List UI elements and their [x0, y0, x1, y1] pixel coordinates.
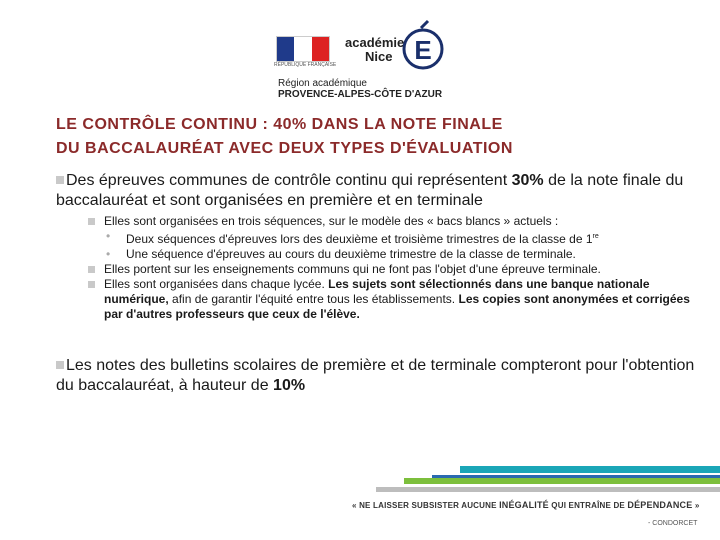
- sub-dash-1-sup: re: [592, 233, 599, 240]
- e-circle-logo-icon: [402, 18, 444, 72]
- bullet-square-icon: [88, 281, 95, 288]
- academy-logo: [272, 8, 462, 104]
- academie-word: académie: [345, 35, 405, 50]
- french-flag-icon: [276, 36, 330, 62]
- condorcet-quote: [352, 500, 714, 510]
- sub-item-3c: afin de garantir l'équité entre tous les établissements.: [168, 292, 459, 306]
- sub-item-1: Elles sont organisées en trois séquences, sur le modèle des « bacs blancs » actuels :: [104, 214, 559, 228]
- point-continuous-assessment: [56, 171, 706, 211]
- bullet-dot-icon: •: [106, 229, 111, 243]
- point1-bold: 30%: [511, 172, 544, 189]
- list-item: [88, 262, 708, 277]
- sub-item-3b: Les sujets sont sélectionnés dans une banque nationale numérique,: [104, 277, 650, 306]
- slide-title: [56, 113, 706, 161]
- bullet-dot-icon: •: [106, 247, 111, 261]
- quote-b: INÉGALITÉ: [499, 500, 549, 510]
- bar-teal: [460, 466, 720, 473]
- point-report-cards: [56, 356, 706, 396]
- sub-item-3a: Elles sont organisées dans chaque lycée.: [104, 277, 329, 291]
- bullet-square-icon: [88, 218, 95, 225]
- point1-pre: Des épreuves communes de contrôle continu qui représentent: [66, 172, 512, 189]
- point2-bold: 10%: [273, 377, 306, 394]
- sub-item-3d: Les copies sont anonymées et corrigées par d'autres professeurs que ceux de l'élève.: [104, 292, 690, 321]
- bar-gray: [376, 487, 720, 492]
- region-line-2: PROVENCE-ALPES-CÔTE D'AZUR: [278, 89, 443, 100]
- point2-pre: Les notes des bulletins scolaires de première et de terminale compteront pour l'obtention du baccalauréat, à hauteur de: [56, 357, 695, 394]
- bar-green: [404, 478, 720, 484]
- list-item: [88, 247, 708, 262]
- quote-author: - CONDORCET: [648, 520, 698, 527]
- sub-list: [88, 214, 708, 322]
- title-line-1: LE CONTRÔLE CONTINU : 40% DANS LA NOTE FINALE: [56, 116, 503, 133]
- sub-dash-1: Deux séquences d'épreuves lors des deuxième et troisième trimestres de la classe de 1: [126, 232, 593, 246]
- quote-d: DÉPENDANCE: [627, 500, 693, 510]
- title-line-2: DU BACCALAURÉAT AVEC DEUX TYPES D'ÉVALUATION: [56, 140, 513, 157]
- academie-city: Nice: [365, 49, 393, 64]
- quote-a: « NE LAISSER SUBSISTER AUCUNE: [352, 501, 500, 510]
- republique-label: RÉPUBLIQUE FRANÇAISE: [274, 62, 337, 68]
- sub-dash-2: Une séquence d'épreuves au cours du deuxième trimestre de la classe de terminale.: [126, 247, 576, 261]
- list-item: [88, 229, 708, 247]
- list-item: [88, 214, 708, 229]
- quote-e: »: [692, 501, 700, 510]
- sub-item-2: Elles portent sur les enseignements communs qui ne font pas l'objet d'une épreuve terminale.: [104, 262, 601, 276]
- bullet-square-icon: [56, 361, 64, 369]
- list-item: [88, 277, 708, 322]
- point1-post: de la note finale du baccalauréat et sont organisées en première et en terminale: [56, 172, 684, 209]
- bullet-square-icon: [56, 176, 64, 184]
- bullet-square-icon: [88, 266, 95, 273]
- quote-c: QUI ENTRAÎNE DE: [548, 501, 628, 510]
- academie-label: [345, 36, 404, 64]
- svg-text:E: E: [414, 35, 432, 65]
- region-label: [278, 78, 442, 100]
- region-line-1: Région académique: [278, 78, 367, 89]
